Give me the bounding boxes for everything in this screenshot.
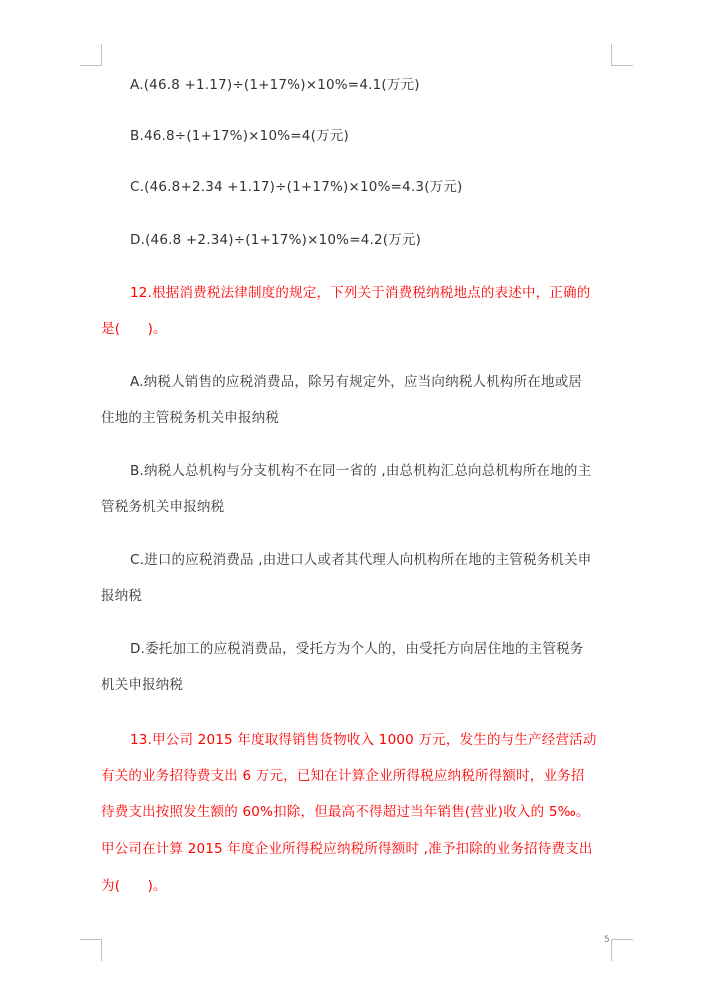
- q13-question-line-4: 甲公司在计算 2015 年度企业所得税应纳税所得额时 ,准予扣除的业务招待费支出: [101, 841, 593, 857]
- q11-option-a: A.(46.8 +1.17)÷(1+17%)×10%=4.1(万元): [130, 77, 420, 93]
- q11-option-c: C.(46.8+2.34 +1.17)÷(1+17%)×10%=4.3(万元): [130, 179, 463, 195]
- q12-option-d-line-2: 机关申报纳税: [101, 677, 184, 693]
- q13-question-line-2: 有关的业务招待费支出 6 万元，已知在计算企业所得税应纳税所得额时，业务招: [101, 768, 585, 784]
- q13-question-line-1: 13.甲公司 2015 年度取得销售货物收入 1000 万元，发生的与生产经营活动: [130, 732, 597, 748]
- crop-mark-top-right: [611, 44, 633, 66]
- q11-option-b: B.46.8÷(1+17%)×10%=4(万元): [130, 128, 349, 144]
- q12-option-c-line-1: C.进口的应税消费品 ,由进口人或者其代理人向机构所在地的主管税务机关申: [130, 552, 592, 568]
- crop-mark-bottom-right: [611, 939, 633, 961]
- q12-option-a-line-2: 住地的主管税务机关申报纳税: [101, 410, 280, 426]
- q12-option-d-line-1: D.委托加工的应税消费品，受托方为个人的，由受托方向居住地的主管税务: [130, 641, 584, 657]
- crop-mark-top-left: [80, 44, 102, 66]
- q13-question-line-5: 为( )。: [101, 878, 167, 894]
- page-number: 5: [604, 935, 610, 945]
- crop-mark-bottom-left: [80, 939, 102, 961]
- q12-option-a-line-1: A.纳税人销售的应税消费品，除另有规定外，应当向纳税人机构所在地或居: [130, 374, 583, 390]
- q12-option-b-line-1: B.纳税人总机构与分支机构不在同一省的 ,由总机构汇总向总机构所在地的主: [130, 463, 592, 479]
- q12-question-line-2: 是( )。: [101, 321, 167, 337]
- q12-option-b-line-2: 管税务机关申报纳税: [101, 499, 225, 515]
- q11-option-d: D.(46.8 +2.34)÷(1+17%)×10%=4.2(万元): [130, 232, 422, 248]
- q12-question-line-1: 12.根据消费税法律制度的规定，下列关于消费税纳税地点的表述中，正确的: [130, 285, 591, 301]
- q12-option-c-line-2: 报纳税: [101, 588, 143, 604]
- q13-question-line-3: 待费支出按照发生额的 60%扣除，但最高不得超过当年销售(营业)收入的 5‰。: [101, 804, 590, 820]
